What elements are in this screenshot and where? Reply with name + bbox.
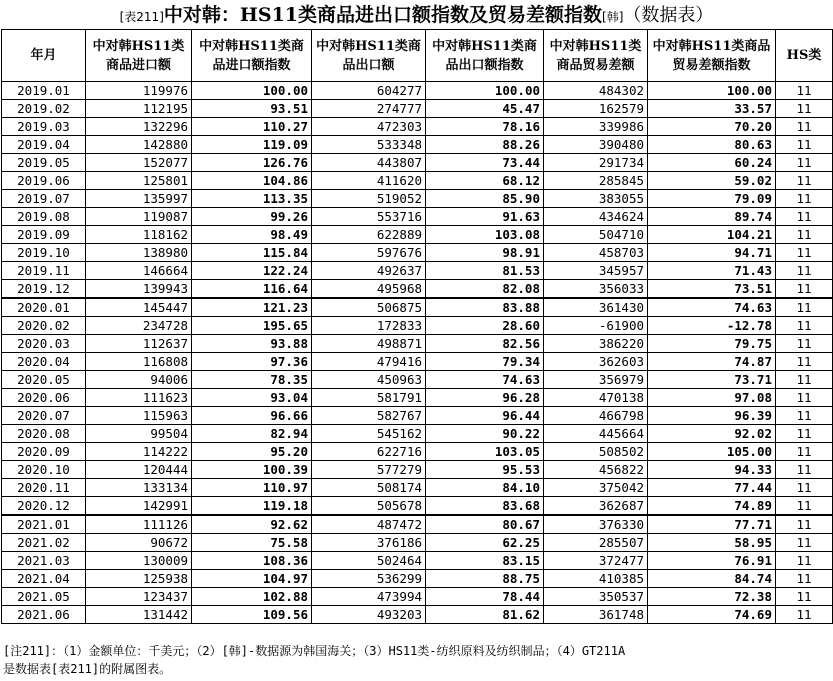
table-row [2, 154, 833, 172]
trade-balance-index-cell: 33.57 [648, 100, 776, 118]
table-row [2, 425, 833, 443]
export-value-cell: 472303 [312, 118, 426, 136]
hs-class-cell: 11 [776, 172, 833, 190]
header-cell: 中对韩HS11类商品贸易差额 [544, 30, 648, 82]
header-cell: 中对韩HS11类商品进口额 [86, 30, 192, 82]
table-row [2, 298, 833, 317]
import-index-cell: 104.86 [192, 172, 312, 190]
import-index-cell: 93.88 [192, 335, 312, 353]
import-value-cell: 132296 [86, 118, 192, 136]
import-index-cell: 82.94 [192, 425, 312, 443]
import-index-cell: 121.23 [192, 298, 312, 317]
import-value-cell: 138980 [86, 244, 192, 262]
export-value-cell: 508174 [312, 479, 426, 497]
import-value-cell: 145447 [86, 298, 192, 317]
month-cell: 2020.02 [2, 317, 86, 335]
import-value-cell: 142991 [86, 497, 192, 516]
trade-balance-cell: 372477 [544, 552, 648, 570]
import-index-cell: 195.65 [192, 317, 312, 335]
trade-balance-index-cell: 77.44 [648, 479, 776, 497]
export-index-cell: 83.68 [426, 497, 544, 516]
table-row [2, 226, 833, 244]
hs-class-cell: 11 [776, 552, 833, 570]
hs-class-cell: 11 [776, 353, 833, 371]
export-index-cell: 28.60 [426, 317, 544, 335]
data-table [1, 29, 833, 624]
import-index-cell: 92.62 [192, 515, 312, 534]
export-value-cell: 604277 [312, 82, 426, 100]
month-cell: 2020.09 [2, 443, 86, 461]
trade-balance-cell: 339986 [544, 118, 648, 136]
month-cell: 2019.04 [2, 136, 86, 154]
import-value-cell: 112637 [86, 335, 192, 353]
hs-class-cell: 11 [776, 208, 833, 226]
trade-balance-cell: 386220 [544, 335, 648, 353]
trade-balance-index-cell: 73.51 [648, 280, 776, 299]
trade-balance-index-cell: 60.24 [648, 154, 776, 172]
table-main-title: 中对韩：HS11类商品进出口额指数及贸易差额指数 [163, 4, 603, 26]
trade-balance-cell: 390480 [544, 136, 648, 154]
import-value-cell: 131442 [86, 606, 192, 624]
export-value-cell: 274777 [312, 100, 426, 118]
month-cell: 2019.05 [2, 154, 86, 172]
month-cell: 2021.05 [2, 588, 86, 606]
note-line: [注211]：（1）金额单位：千美元；（2）[韩]-数据源为韩国海关；（3）HS11类-纺织原料及纺织制品；（4）GT211A [3, 644, 626, 658]
export-index-cell: 81.53 [426, 262, 544, 280]
table-row [2, 262, 833, 280]
table-row [2, 317, 833, 335]
hs-class-cell: 11 [776, 443, 833, 461]
import-value-cell: 114222 [86, 443, 192, 461]
hs-class-cell: 11 [776, 588, 833, 606]
import-value-cell: 135997 [86, 190, 192, 208]
trade-balance-cell: 456822 [544, 461, 648, 479]
import-index-cell: 100.39 [192, 461, 312, 479]
export-value-cell: 533348 [312, 136, 426, 154]
export-index-cell: 80.67 [426, 515, 544, 534]
import-index-cell: 119.18 [192, 497, 312, 516]
header-cell: 年月 [2, 30, 86, 82]
export-value-cell: 582767 [312, 407, 426, 425]
trade-balance-index-cell: 59.02 [648, 172, 776, 190]
month-cell: 2019.09 [2, 226, 86, 244]
trade-balance-index-cell: 79.75 [648, 335, 776, 353]
export-index-cell: 98.91 [426, 244, 544, 262]
trade-balance-cell: 458703 [544, 244, 648, 262]
trade-balance-index-cell: 104.21 [648, 226, 776, 244]
table-row [2, 606, 833, 624]
import-value-cell: 119976 [86, 82, 192, 100]
export-index-cell: 74.63 [426, 371, 544, 389]
table-row [2, 461, 833, 479]
table-row [2, 371, 833, 389]
import-index-cell: 104.97 [192, 570, 312, 588]
import-index-cell: 93.04 [192, 389, 312, 407]
header-cell: 中对韩HS11类商品出口额 [312, 30, 426, 82]
export-value-cell: 473994 [312, 588, 426, 606]
note-line: 是数据表[表211]的附属图表。 [3, 662, 172, 676]
month-cell: 2019.06 [2, 172, 86, 190]
trade-balance-index-cell: 80.63 [648, 136, 776, 154]
table-body [2, 82, 833, 624]
hs-class-cell: 11 [776, 244, 833, 262]
export-index-cell: 73.44 [426, 154, 544, 172]
month-cell: 2020.06 [2, 389, 86, 407]
hs-class-cell: 11 [776, 100, 833, 118]
table-row [2, 244, 833, 262]
export-value-cell: 376186 [312, 534, 426, 552]
trade-balance-index-cell: 72.38 [648, 588, 776, 606]
month-cell: 2020.03 [2, 335, 86, 353]
trade-balance-index-cell: 97.08 [648, 389, 776, 407]
month-cell: 2020.10 [2, 461, 86, 479]
hs-class-cell: 11 [776, 298, 833, 317]
header-cell: HS类 [776, 30, 833, 82]
trade-balance-index-cell: 73.71 [648, 371, 776, 389]
month-cell: 2019.03 [2, 118, 86, 136]
export-value-cell: 495968 [312, 280, 426, 299]
import-value-cell: 139943 [86, 280, 192, 299]
export-index-cell: 85.90 [426, 190, 544, 208]
export-value-cell: 487472 [312, 515, 426, 534]
source-tag: [韩] [602, 10, 624, 24]
export-index-cell: 62.25 [426, 534, 544, 552]
hs-class-cell: 11 [776, 190, 833, 208]
hs-class-cell: 11 [776, 154, 833, 172]
header-cell: 中对韩HS11类商品进口额指数 [192, 30, 312, 82]
import-value-cell: 142880 [86, 136, 192, 154]
export-index-cell: 83.15 [426, 552, 544, 570]
import-value-cell: 120444 [86, 461, 192, 479]
import-value-cell: 146664 [86, 262, 192, 280]
table-note [3, 642, 829, 678]
export-index-cell: 103.08 [426, 226, 544, 244]
import-value-cell: 125801 [86, 172, 192, 190]
trade-balance-cell: 466798 [544, 407, 648, 425]
trade-balance-cell: 383055 [544, 190, 648, 208]
export-index-cell: 90.22 [426, 425, 544, 443]
hs-class-cell: 11 [776, 606, 833, 624]
import-value-cell: 90672 [86, 534, 192, 552]
trade-balance-index-cell: 94.71 [648, 244, 776, 262]
import-index-cell: 126.76 [192, 154, 312, 172]
import-value-cell: 152077 [86, 154, 192, 172]
hs-class-cell: 11 [776, 226, 833, 244]
export-index-cell: 45.47 [426, 100, 544, 118]
hs-class-cell: 11 [776, 371, 833, 389]
export-value-cell: 519052 [312, 190, 426, 208]
trade-balance-cell: 376330 [544, 515, 648, 534]
export-index-cell: 100.00 [426, 82, 544, 100]
export-value-cell: 581791 [312, 389, 426, 407]
import-index-cell: 110.27 [192, 118, 312, 136]
hs-class-cell: 11 [776, 534, 833, 552]
trade-balance-cell: 361748 [544, 606, 648, 624]
month-cell: 2020.05 [2, 371, 86, 389]
import-value-cell: 111623 [86, 389, 192, 407]
export-value-cell: 622889 [312, 226, 426, 244]
trade-balance-cell: 434624 [544, 208, 648, 226]
trade-balance-index-cell: 74.69 [648, 606, 776, 624]
import-index-cell: 119.09 [192, 136, 312, 154]
export-value-cell: 505678 [312, 497, 426, 516]
trade-balance-index-cell: 96.39 [648, 407, 776, 425]
import-index-cell: 115.84 [192, 244, 312, 262]
import-index-cell: 98.49 [192, 226, 312, 244]
hs-class-cell: 11 [776, 335, 833, 353]
month-cell: 2020.12 [2, 497, 86, 516]
export-index-cell: 79.34 [426, 353, 544, 371]
import-index-cell: 97.36 [192, 353, 312, 371]
month-cell: 2020.11 [2, 479, 86, 497]
import-value-cell: 133134 [86, 479, 192, 497]
export-value-cell: 172833 [312, 317, 426, 335]
trade-balance-cell: 484302 [544, 82, 648, 100]
hs-class-cell: 11 [776, 497, 833, 516]
table-row [2, 407, 833, 425]
import-value-cell: 111126 [86, 515, 192, 534]
month-cell: 2019.02 [2, 100, 86, 118]
export-index-cell: 103.05 [426, 443, 544, 461]
trade-balance-cell: 356033 [544, 280, 648, 299]
hs-class-cell: 11 [776, 389, 833, 407]
export-value-cell: 545162 [312, 425, 426, 443]
export-value-cell: 493203 [312, 606, 426, 624]
import-index-cell: 95.20 [192, 443, 312, 461]
table-row [2, 552, 833, 570]
month-cell: 2019.10 [2, 244, 86, 262]
import-index-cell: 99.26 [192, 208, 312, 226]
hs-class-cell: 11 [776, 82, 833, 100]
export-value-cell: 498871 [312, 335, 426, 353]
trade-balance-cell: 362603 [544, 353, 648, 371]
export-index-cell: 78.44 [426, 588, 544, 606]
export-value-cell: 597676 [312, 244, 426, 262]
trade-balance-cell: 285507 [544, 534, 648, 552]
import-index-cell: 113.35 [192, 190, 312, 208]
import-value-cell: 234728 [86, 317, 192, 335]
trade-balance-index-cell: 94.33 [648, 461, 776, 479]
export-index-cell: 95.53 [426, 461, 544, 479]
import-value-cell: 130009 [86, 552, 192, 570]
trade-balance-index-cell: 58.95 [648, 534, 776, 552]
trade-balance-cell: 356979 [544, 371, 648, 389]
month-cell: 2019.08 [2, 208, 86, 226]
import-index-cell: 108.36 [192, 552, 312, 570]
table-row [2, 136, 833, 154]
export-index-cell: 83.88 [426, 298, 544, 317]
hs-class-cell: 11 [776, 570, 833, 588]
table-row [2, 588, 833, 606]
month-cell: 2019.11 [2, 262, 86, 280]
import-index-cell: 75.58 [192, 534, 312, 552]
table-row [2, 443, 833, 461]
trade-balance-index-cell: 105.00 [648, 443, 776, 461]
import-value-cell: 115963 [86, 407, 192, 425]
export-value-cell: 450963 [312, 371, 426, 389]
month-cell: 2021.04 [2, 570, 86, 588]
import-value-cell: 119087 [86, 208, 192, 226]
export-value-cell: 622716 [312, 443, 426, 461]
trade-balance-index-cell: -12.78 [648, 317, 776, 335]
export-value-cell: 411620 [312, 172, 426, 190]
trade-balance-cell: 345957 [544, 262, 648, 280]
export-index-cell: 91.63 [426, 208, 544, 226]
trade-balance-cell: 508502 [544, 443, 648, 461]
import-value-cell: 123437 [86, 588, 192, 606]
trade-balance-index-cell: 92.02 [648, 425, 776, 443]
hs-class-cell: 11 [776, 262, 833, 280]
trade-balance-index-cell: 74.63 [648, 298, 776, 317]
trade-balance-cell: -61900 [544, 317, 648, 335]
export-value-cell: 479416 [312, 353, 426, 371]
export-index-cell: 84.10 [426, 479, 544, 497]
table-row [2, 497, 833, 516]
trade-balance-cell: 362687 [544, 497, 648, 516]
table-row [2, 172, 833, 190]
table-row [2, 389, 833, 407]
export-index-cell: 88.75 [426, 570, 544, 588]
export-index-cell: 88.26 [426, 136, 544, 154]
month-cell: 2020.04 [2, 353, 86, 371]
table-row [2, 515, 833, 534]
export-index-cell: 82.56 [426, 335, 544, 353]
export-value-cell: 506875 [312, 298, 426, 317]
hs-class-cell: 11 [776, 118, 833, 136]
export-index-cell: 81.62 [426, 606, 544, 624]
hs-class-cell: 11 [776, 461, 833, 479]
month-cell: 2019.01 [2, 82, 86, 100]
hs-class-cell: 11 [776, 425, 833, 443]
hs-class-cell: 11 [776, 407, 833, 425]
export-value-cell: 502464 [312, 552, 426, 570]
export-value-cell: 577279 [312, 461, 426, 479]
trade-balance-cell: 361430 [544, 298, 648, 317]
table-row [2, 100, 833, 118]
month-cell: 2020.08 [2, 425, 86, 443]
month-cell: 2021.03 [2, 552, 86, 570]
export-index-cell: 96.28 [426, 389, 544, 407]
month-cell: 2021.01 [2, 515, 86, 534]
table-row [2, 534, 833, 552]
import-index-cell: 110.97 [192, 479, 312, 497]
import-value-cell: 112195 [86, 100, 192, 118]
import-index-cell: 116.64 [192, 280, 312, 299]
trade-balance-index-cell: 100.00 [648, 82, 776, 100]
table-row [2, 570, 833, 588]
export-value-cell: 443807 [312, 154, 426, 172]
table-row [2, 335, 833, 353]
export-index-cell: 78.16 [426, 118, 544, 136]
import-value-cell: 118162 [86, 226, 192, 244]
header-cell: 中对韩HS11类商品出口额指数 [426, 30, 544, 82]
import-value-cell: 99504 [86, 425, 192, 443]
import-index-cell: 102.88 [192, 588, 312, 606]
export-index-cell: 82.08 [426, 280, 544, 299]
export-value-cell: 553716 [312, 208, 426, 226]
trade-balance-index-cell: 77.71 [648, 515, 776, 534]
month-cell: 2021.06 [2, 606, 86, 624]
table-row [2, 82, 833, 100]
trade-balance-cell: 375042 [544, 479, 648, 497]
month-cell: 2020.07 [2, 407, 86, 425]
import-index-cell: 109.56 [192, 606, 312, 624]
export-value-cell: 536299 [312, 570, 426, 588]
hs-class-cell: 11 [776, 317, 833, 335]
table-row [2, 208, 833, 226]
hs-class-cell: 11 [776, 280, 833, 299]
trade-balance-cell: 285845 [544, 172, 648, 190]
import-index-cell: 100.00 [192, 82, 312, 100]
table-kind: （数据表） [623, 5, 714, 26]
table-row [2, 118, 833, 136]
header-row [2, 30, 833, 82]
table-row [2, 190, 833, 208]
trade-balance-index-cell: 89.74 [648, 208, 776, 226]
trade-balance-cell: 470138 [544, 389, 648, 407]
import-value-cell: 94006 [86, 371, 192, 389]
import-value-cell: 116808 [86, 353, 192, 371]
table-row [2, 280, 833, 299]
trade-balance-index-cell: 74.89 [648, 497, 776, 516]
trade-balance-cell: 162579 [544, 100, 648, 118]
trade-balance-index-cell: 76.91 [648, 552, 776, 570]
table-tag: [表211] [119, 10, 164, 24]
month-cell: 2019.07 [2, 190, 86, 208]
hs-class-cell: 11 [776, 515, 833, 534]
trade-balance-cell: 291734 [544, 154, 648, 172]
export-index-cell: 96.44 [426, 407, 544, 425]
month-cell: 2021.02 [2, 534, 86, 552]
month-cell: 2020.01 [2, 298, 86, 317]
hs-class-cell: 11 [776, 136, 833, 154]
trade-balance-index-cell: 84.74 [648, 570, 776, 588]
export-index-cell: 68.12 [426, 172, 544, 190]
table-row [2, 479, 833, 497]
trade-balance-cell: 410385 [544, 570, 648, 588]
trade-balance-index-cell: 79.09 [648, 190, 776, 208]
trade-balance-cell: 350537 [544, 588, 648, 606]
import-index-cell: 78.35 [192, 371, 312, 389]
export-value-cell: 492637 [312, 262, 426, 280]
hs-class-cell: 11 [776, 479, 833, 497]
trade-balance-cell: 504710 [544, 226, 648, 244]
import-index-cell: 122.24 [192, 262, 312, 280]
import-index-cell: 93.51 [192, 100, 312, 118]
trade-balance-index-cell: 70.20 [648, 118, 776, 136]
trade-balance-index-cell: 71.43 [648, 262, 776, 280]
trade-balance-cell: 445664 [544, 425, 648, 443]
trade-balance-index-cell: 74.87 [648, 353, 776, 371]
table-title [0, 0, 833, 30]
header-cell: 中对韩HS11类商品贸易差额指数 [648, 30, 776, 82]
import-index-cell: 96.66 [192, 407, 312, 425]
import-value-cell: 125938 [86, 570, 192, 588]
month-cell: 2019.12 [2, 280, 86, 299]
table-row [2, 353, 833, 371]
